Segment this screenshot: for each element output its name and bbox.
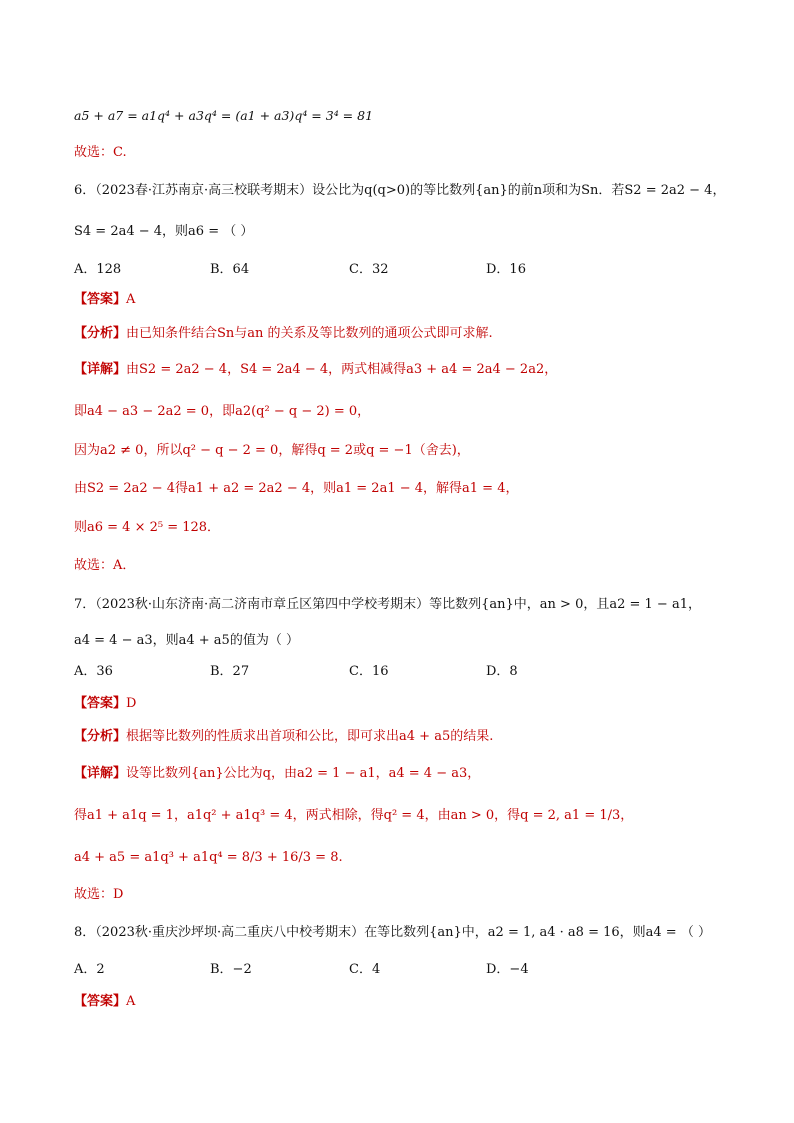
q8-option-b: B．−2 bbox=[210, 962, 252, 977]
q8-option-a: A．2 bbox=[74, 962, 105, 977]
answer-value: A bbox=[126, 292, 136, 307]
detail-tag: 【详解】 bbox=[74, 766, 127, 781]
q6-option-d: D．16 bbox=[486, 262, 526, 277]
detail-tag: 【详解】 bbox=[74, 362, 127, 377]
analysis-tag: 【分析】 bbox=[74, 729, 127, 744]
q6-detail-2: 即a4 − a3 − 2a2 = 0，即a2(q² − q − 2) = 0， bbox=[74, 404, 371, 419]
q7-stem-line2: a4 = 4 − a3，则a4 + a5的值为（ ） bbox=[74, 633, 299, 648]
q8-option-c: C．4 bbox=[349, 962, 381, 977]
q7-detail-1 bbox=[74, 766, 480, 782]
answer-tag: 【答案】 bbox=[74, 292, 127, 307]
q7-analysis bbox=[74, 729, 493, 745]
q7-detail-3: a4 + a5 = a1q³ + a1q⁴ = 8/3 + 16/3 = 8. bbox=[74, 850, 343, 865]
q7-stem-line1: 7．（2023秋·山东济南·高二济南市章丘区第四中学校考期末）等比数列{an}中，an > 0，且a2 = 1 − a1， bbox=[74, 597, 701, 612]
detail-text: 由S2 = 2a2 − 4，S4 = 2a4 − 4，两式相减得a3 + a4 = 2a4 − 2a2， bbox=[126, 362, 558, 377]
q6-option-a: A．128 bbox=[74, 262, 122, 277]
analysis-text: 由已知条件结合Sn与an 的关系及等比数列的通项公式即可求解. bbox=[126, 326, 493, 341]
q6-answer bbox=[74, 292, 135, 308]
q7-option-d: D．8 bbox=[486, 664, 518, 679]
answer-value: A bbox=[126, 994, 136, 1009]
q6-option-c: C．32 bbox=[349, 262, 389, 277]
q6-detail-5: 则a6 = 4 × 2⁵ = 128． bbox=[74, 520, 221, 535]
q6-detail-4: 由S2 = 2a2 − 4得a1 + a2 = 2a2 − 4，则a1 = 2a1 − 4，解得a1 = 4， bbox=[74, 481, 519, 496]
q6-option-b: B．64 bbox=[210, 262, 250, 277]
detail-text: 设等比数列{an}公比为q，由a2 = 1 − a1，a4 = 4 − a3， bbox=[126, 766, 481, 781]
q7-option-a: A．36 bbox=[74, 664, 113, 679]
top-formula: a5 + a7 = a1q⁴ + a3q⁴ = (a1 + a3)q⁴ = 3⁴ = 81 bbox=[74, 108, 374, 123]
q6-stem-line2: S4 = 2a4 − 4，则a6 = （ ） bbox=[74, 224, 254, 239]
q6-detail-3: 因为a2 ≠ 0，所以q² − q − 2 = 0，解得q = 2或q = −1（舍去)， bbox=[74, 443, 470, 458]
q7-option-c: C．16 bbox=[349, 664, 389, 679]
q8-answer bbox=[74, 994, 135, 1010]
answer-tag: 【答案】 bbox=[74, 696, 127, 711]
analysis-tag: 【分析】 bbox=[74, 326, 127, 341]
q6-detail-1 bbox=[74, 362, 557, 378]
q7-conclusion: 故选：D bbox=[74, 887, 124, 902]
answer-tag: 【答案】 bbox=[74, 994, 127, 1009]
analysis-text: 根据等比数列的性质求出首项和公比，即可求出a4 + a5的结果. bbox=[126, 729, 494, 744]
q6-stem-line1: 6．（2023春·江苏南京·高三校联考期末）设公比为q(q>0)的等比数列{an}的前n项和为Sn．若S2 = 2a2 − 4， bbox=[74, 183, 726, 198]
q7-option-b: B．27 bbox=[210, 664, 250, 679]
q8-option-d: D．−4 bbox=[486, 962, 529, 977]
q8-stem: 8．（2023秋·重庆沙坪坝·高二重庆八中校考期末）在等比数列{an}中，a2 = 1, a4 · a8 = 16，则a4 = （ ） bbox=[74, 925, 711, 940]
q6-conclusion: 故选：A． bbox=[74, 558, 136, 573]
answer-value: D bbox=[126, 696, 137, 711]
q7-answer bbox=[74, 696, 136, 712]
q6-analysis bbox=[74, 326, 493, 342]
top-answer: 故选：C. bbox=[74, 145, 127, 160]
q7-detail-2: 得a1 + a1q = 1，a1q² + a1q³ = 4，两式相除，得q² = 4，由an > 0，得q = 2, a1 = 1/3， bbox=[74, 808, 634, 823]
